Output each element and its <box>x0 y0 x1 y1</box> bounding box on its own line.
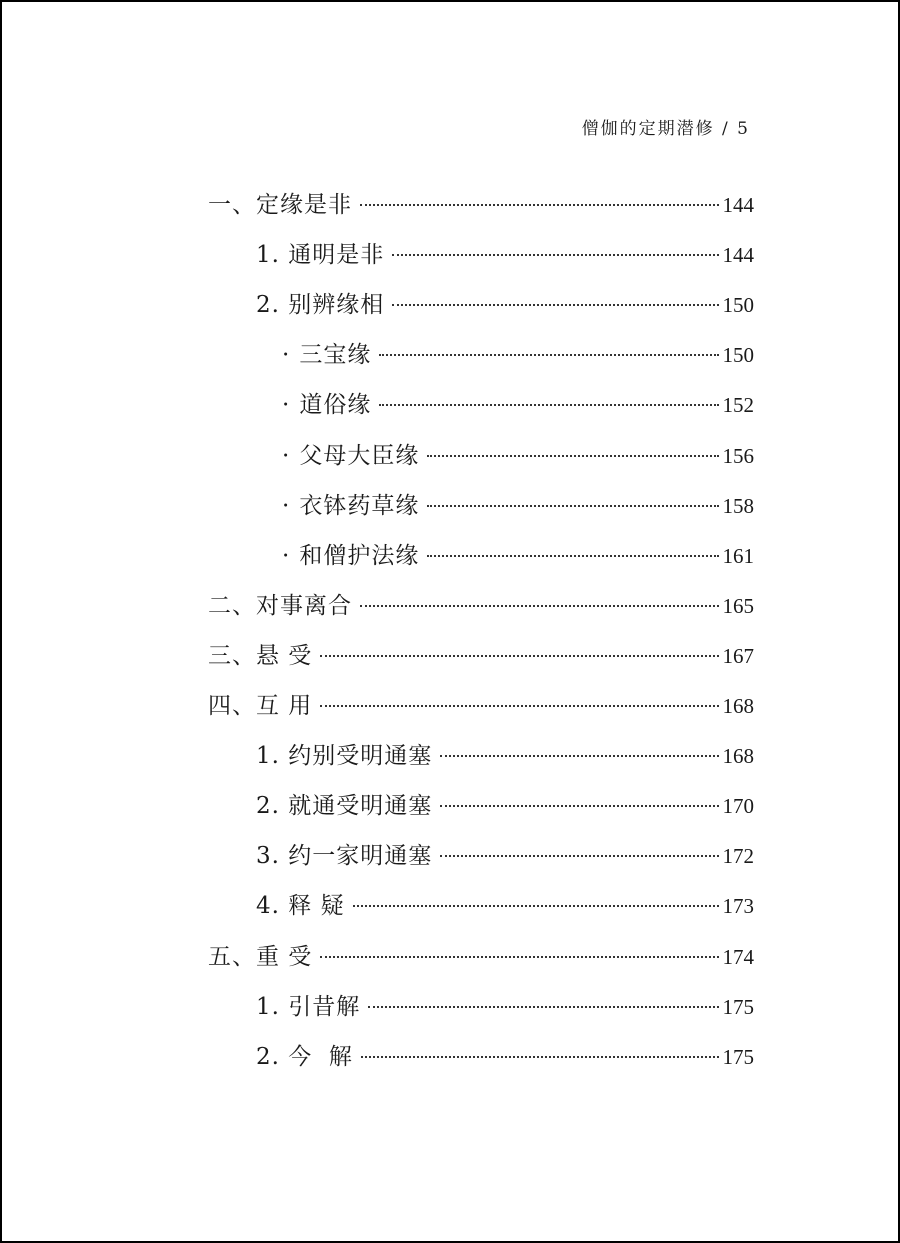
toc-page-number: 175 <box>722 1044 754 1069</box>
bullet-icon: · <box>282 542 290 569</box>
bullet-icon: · <box>282 342 290 369</box>
toc-entry-line <box>256 881 754 931</box>
toc-page-number: 173 <box>722 894 754 919</box>
dot-leader <box>440 755 718 757</box>
running-header: 僧伽的定期潜修 / 5 <box>581 119 750 139</box>
toc-page-number: 175 <box>722 994 754 1019</box>
toc-page-number: 158 <box>722 493 754 518</box>
toc-entry-line <box>208 180 754 230</box>
toc-entry-line <box>282 481 754 531</box>
dot-leader <box>360 605 719 607</box>
dot-leader <box>440 805 718 807</box>
toc-page-number: 144 <box>722 243 754 268</box>
toc-entry[interactable] <box>2 982 900 1032</box>
toc-entry-label: 1. 通明是非 <box>256 242 385 269</box>
toc-page-number: 150 <box>722 343 754 368</box>
bullet-icon: · <box>282 392 290 419</box>
dot-leader <box>427 455 718 457</box>
toc-entry-label: 二、对事离合 <box>208 592 352 619</box>
toc-entry-line <box>256 280 754 330</box>
dot-leader <box>320 705 718 707</box>
toc-page-number: 144 <box>722 193 754 217</box>
toc-entry[interactable] <box>2 481 900 531</box>
toc-entry[interactable] <box>2 731 900 781</box>
toc-entry-label: 2. 就通受明通塞 <box>256 793 433 820</box>
toc-page-number: 156 <box>722 443 754 468</box>
toc-entry-line <box>208 681 754 731</box>
toc-entry-label: 4. 释 疑 <box>256 893 345 920</box>
toc-entry-line <box>208 581 754 631</box>
dot-leader <box>379 404 718 406</box>
toc-entry[interactable] <box>2 631 900 681</box>
toc-page-number: 174 <box>722 944 754 969</box>
toc-entry-label: 3. 约一家明通塞 <box>256 843 433 870</box>
toc-entry-line <box>256 982 754 1032</box>
bullet-icon: · <box>282 442 290 469</box>
toc-page-number: 161 <box>722 543 754 568</box>
toc-entry-line <box>256 1032 754 1082</box>
toc-page-number: 168 <box>722 744 754 769</box>
toc-entry[interactable] <box>2 531 900 581</box>
toc-entry[interactable] <box>2 831 900 881</box>
toc-entry[interactable] <box>2 431 900 481</box>
toc-entry-label: 和僧护法缘 <box>299 542 420 569</box>
toc-entry[interactable] <box>2 1032 900 1082</box>
toc-entry-label: 衣钵药草缘 <box>299 492 420 519</box>
toc-entry-label: 1. 约别受明通塞 <box>256 743 433 770</box>
toc-entry-label: 道俗缘 <box>299 392 372 419</box>
toc-page-number: 150 <box>722 293 754 318</box>
dot-leader <box>320 956 718 958</box>
toc-entry-label: 2. 别辨缘相 <box>256 292 385 319</box>
toc-entry-line <box>208 631 754 681</box>
dot-leader <box>360 204 719 206</box>
toc-entry-line <box>256 781 754 831</box>
toc-entry-line <box>256 230 754 280</box>
toc-entry[interactable] <box>2 180 900 230</box>
toc-entry-line <box>256 731 754 781</box>
toc-entry[interactable] <box>2 681 900 731</box>
dot-leader <box>379 354 718 356</box>
toc-entry-label: 五、重 受 <box>208 943 313 970</box>
dot-leader <box>440 855 718 857</box>
toc-entry-label: 三宝缘 <box>299 342 372 369</box>
toc-entry-line <box>282 431 754 481</box>
toc-page-number: 152 <box>722 393 754 418</box>
toc-entry[interactable] <box>2 330 900 380</box>
toc-entry-line <box>282 380 754 430</box>
toc-entry-line <box>208 932 754 982</box>
toc-entry[interactable] <box>2 581 900 631</box>
toc-entry-line <box>282 330 754 380</box>
dot-leader <box>361 1056 719 1058</box>
toc-page-number: 168 <box>722 694 754 718</box>
toc-entry-label: 2. 今 解 <box>256 1043 353 1070</box>
bullet-icon: · <box>282 492 290 519</box>
toc-entry-label: 父母大臣缘 <box>299 442 420 469</box>
toc-page-number: 172 <box>722 844 754 869</box>
toc-entry-label: 1. 引昔解 <box>256 993 361 1020</box>
toc-entry[interactable] <box>2 781 900 831</box>
toc-entry[interactable] <box>2 380 900 430</box>
toc-entry[interactable] <box>2 932 900 982</box>
toc-entry[interactable] <box>2 881 900 931</box>
toc-entry-label: 四、互 用 <box>208 693 313 719</box>
toc-page-number: 165 <box>722 593 754 618</box>
dot-leader <box>368 1006 718 1008</box>
toc-entry-label: 三、悬 受 <box>208 642 313 669</box>
dot-leader <box>427 505 718 507</box>
dot-leader <box>392 254 718 256</box>
dot-leader <box>353 905 719 907</box>
dot-leader <box>320 655 718 657</box>
toc-entry[interactable] <box>2 230 900 280</box>
toc-entry-line <box>282 531 754 581</box>
toc-page-number: 167 <box>722 643 754 668</box>
toc-page-number: 170 <box>722 794 754 819</box>
dot-leader <box>427 555 718 557</box>
toc-entry-line <box>256 831 754 881</box>
toc-entry-label: 一、定缘是非 <box>208 192 352 218</box>
toc-entry[interactable] <box>2 280 900 330</box>
dot-leader <box>392 304 718 306</box>
